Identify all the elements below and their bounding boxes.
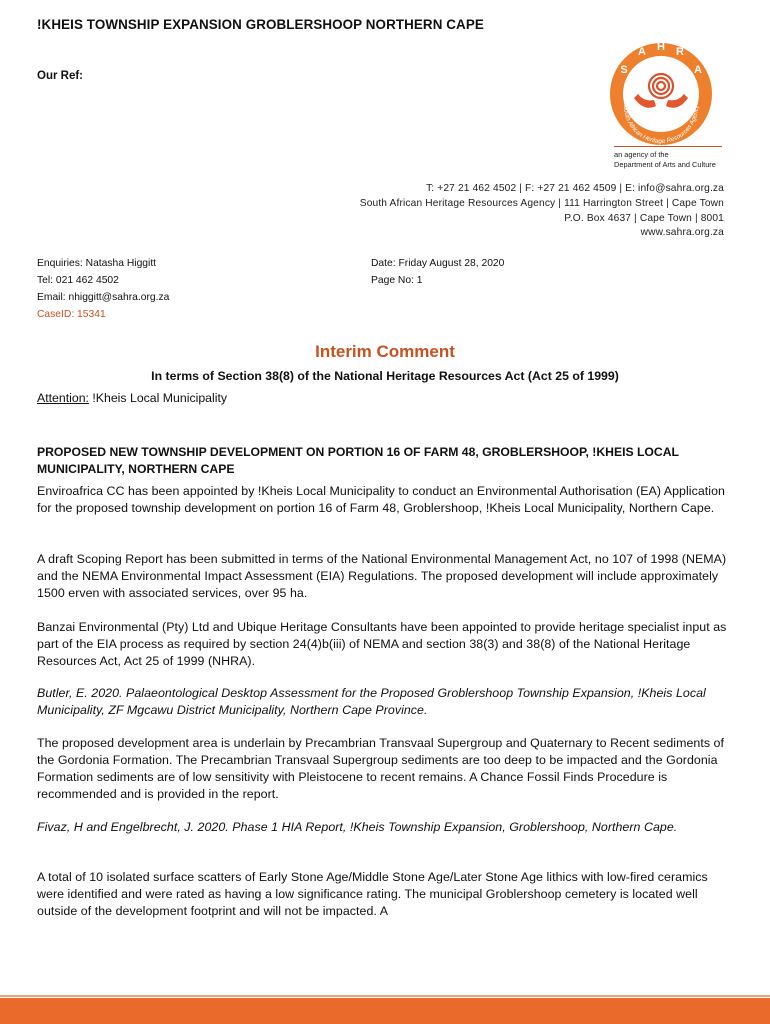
paragraph-scoping-report: A draft Scoping Report has been submitted in terms of the National Environmental Management Act, no 107 of 1998 (NEMA) and the NEMA Environmental Impact Assessment (EIA) Regulations. The proposed development will include approximately 1500 erven with associated services, over 95 ha.	[37, 552, 727, 600]
contact-address-line: South African Heritage Resources Agency | 111 Harrington Street | Cape Town	[359, 197, 724, 209]
enquiries-block	[37, 255, 169, 323]
logo-arc-text: South African Heritage Resources Agency	[621, 104, 701, 146]
agency-block	[614, 150, 726, 169]
footer-accent-line	[0, 995, 770, 997]
terms-subtitle: In terms of Section 38(8) of the National Heritage Resources Act (Act 25 of 1999)	[151, 369, 619, 383]
logo-letter-s: S	[620, 64, 628, 76]
enquiries-name: Enquiries: Natasha Higgitt	[37, 258, 157, 269]
interim-comment-title: Interim Comment	[315, 342, 455, 361]
case-id: CaseID: 15341	[37, 309, 106, 320]
contact-block	[360, 182, 724, 241]
paragraph-appointment: Enviroafrica CC has been appointed by !Kheis Local Municipality to conduct an Environmental Authorisation (EA) Application for the proposed township development on portion 16 of Farm 48, Groblershoop, !Kheis Local Municipality, Northern Cape.	[37, 484, 725, 515]
logo-letter-h: H	[657, 41, 665, 53]
our-ref-label: Our Ref:	[37, 70, 83, 82]
contact-website-line: www.sahra.org.za	[640, 227, 724, 239]
date-block	[371, 255, 504, 289]
attention-label: Attention:	[37, 391, 89, 405]
agency-line2: Department of Arts and Culture	[614, 159, 716, 169]
proposal-heading: PROPOSED NEW TOWNSHIP DEVELOPMENT ON PORTION 16 OF FARM 48, GROBLERSHOOP, !KHEIS LOCAL MUNICIPALITY, NORTHERN CAPE	[37, 445, 679, 476]
paragraph-geology: The proposed development area is underlain by Precambrian Transvaal Supergroup and Quaternary to Recent sediments of the Gordonia Formation. The Precambrian Transvaal Supergroup sediments are too deep to be impacted and the Gordonia Formation sediments are of low sensitivity with Pleistocene to recent remains. A Chance Fossil Finds Procedure is recommended and is provided in the report.	[37, 736, 724, 801]
footer-bar	[0, 998, 770, 1024]
contact-phone-line: T: +27 21 462 4502 | F: +27 21 462 4509 | E: info@sahra.org.za	[426, 183, 724, 194]
logo-letter-a2: A	[694, 64, 702, 76]
logo-letter-r: R	[676, 46, 684, 58]
logo-letter-a: A	[638, 46, 646, 58]
contact-po-box-line: P.O. Box 4637 | Cape Town | 8001	[564, 212, 724, 224]
attention-line	[37, 391, 227, 405]
enquiries-email: Email: nhiggitt@sahra.org.za	[37, 292, 170, 303]
paragraph-findings: A total of 10 isolated surface scatters of Early Stone Age/Middle Stone Age/Later Stone Age lithics with low-fired ceramics were identified and were rated as having a low significance rating. The municipal Groblershoop cemetery is located well outside of the development footprint and will not be impacted. A	[37, 870, 708, 918]
enquiries-tel: Tel: 021 462 4502	[37, 275, 119, 286]
attention-value: !Kheis Local Municipality	[88, 391, 228, 405]
letter-date: Date: Friday August 28, 2020	[371, 258, 505, 269]
paragraph-specialists: Banzai Environmental (Pty) Ltd and Ubique Heritage Consultants have been appointed to provide heritage specialist input as part of the EIA process as required by section 24(4)b(iii) of NEMA and section 38(3) and 38(8) of the National Heritage Resources Act, Act 25 of 1999 (NHRA).	[37, 620, 727, 668]
reference-fivaz: Fivaz, H and Engelbrecht, J. 2020. Phase 1 HIA Report, !Kheis Township Expansion, Groblershoop, Northern Cape.	[37, 820, 678, 834]
reference-butler: Butler, E. 2020. Palaeontological Desktop Assessment for the Proposed Groblershoop Township Expansion, !Kheis Local Municipality, ZF Mgcawu District Municipality, Northern Cape Province.	[37, 686, 706, 717]
agency-line1: an agency of the	[614, 150, 669, 159]
document-title: !KHEIS TOWNSHIP EXPANSION GROBLERSHOOP NORTHERN CAPE	[37, 17, 484, 32]
sahra-logo	[596, 40, 726, 148]
page-number: Page No: 1	[371, 275, 423, 286]
agency-divider	[614, 146, 722, 147]
